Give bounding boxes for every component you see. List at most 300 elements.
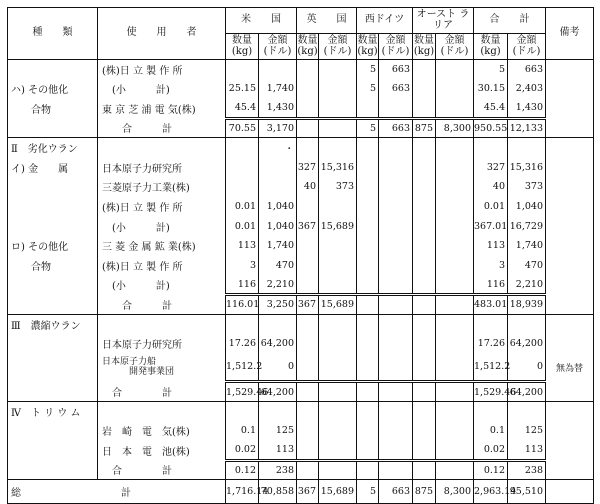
category-cell: Ⅱ 劣化ウラン bbox=[8, 138, 98, 158]
user-cell: 合 計 bbox=[98, 118, 226, 138]
value-cell-uk-a bbox=[319, 118, 357, 138]
value-cell-t-a: 470 bbox=[508, 255, 546, 275]
grand-total-au-q: 875 bbox=[413, 480, 436, 504]
value-cell-t-q: 0.1 bbox=[474, 421, 508, 441]
remark-cell bbox=[546, 236, 594, 256]
value-cell-au-q bbox=[413, 99, 436, 119]
value-cell-wg-q bbox=[357, 401, 379, 421]
value-cell-t-q: 0.12 bbox=[474, 460, 508, 480]
value-cell-us-a bbox=[259, 401, 297, 421]
header-amount-us: 金額 (ドル) bbox=[259, 34, 297, 60]
value-cell-au-a bbox=[436, 382, 474, 402]
category-cell bbox=[8, 295, 98, 315]
value-cell-t-q: 3 bbox=[474, 255, 508, 275]
value-cell-uk-q bbox=[297, 314, 319, 334]
category-cell bbox=[8, 353, 98, 381]
header-amount-uk: 金額 (ドル) bbox=[319, 34, 357, 60]
value-cell-t-q: 327 bbox=[474, 157, 508, 177]
value-cell-wg-q bbox=[357, 334, 379, 354]
user-cell: (株)日 立 製 作 所 bbox=[98, 60, 226, 80]
user-cell: 合 計 bbox=[98, 382, 226, 402]
value-cell-us-q: 0.01 bbox=[226, 216, 259, 236]
category-cell bbox=[8, 421, 98, 441]
value-cell-uk-a bbox=[319, 421, 357, 441]
value-cell-t-a: 12,133 bbox=[508, 118, 546, 138]
value-cell-au-a bbox=[436, 441, 474, 461]
value-cell-t-q: 950.55 bbox=[474, 118, 508, 138]
table-row bbox=[8, 421, 594, 441]
value-cell-t-a: 373 bbox=[508, 177, 546, 197]
value-cell-us-q: 1,512.2 bbox=[226, 353, 259, 381]
value-cell-uk-q bbox=[297, 460, 319, 480]
table-row bbox=[8, 401, 594, 421]
header-amount-wg: 金額 (ドル) bbox=[379, 34, 413, 60]
category-cell: ロ) その他化 bbox=[8, 236, 98, 256]
value-cell-t-q: 40 bbox=[474, 177, 508, 197]
table-row bbox=[8, 99, 594, 119]
value-cell-us-q: 113 bbox=[226, 236, 259, 256]
value-cell-wg-a bbox=[379, 460, 413, 480]
value-cell-us-q bbox=[226, 401, 259, 421]
table-row bbox=[8, 275, 594, 295]
remark-cell bbox=[546, 99, 594, 119]
grand-total-t-a: 95,510 bbox=[508, 480, 546, 504]
value-cell-uk-a bbox=[319, 138, 357, 158]
table-row bbox=[8, 197, 594, 217]
value-cell-us-q: 0.1 bbox=[226, 421, 259, 441]
value-cell-au-q bbox=[413, 197, 436, 217]
value-cell-uk-q bbox=[297, 353, 319, 381]
category-cell bbox=[8, 275, 98, 295]
remark-cell bbox=[546, 441, 594, 461]
value-cell-t-q bbox=[474, 314, 508, 334]
value-cell-au-q bbox=[413, 216, 436, 236]
value-cell-au-a bbox=[436, 334, 474, 354]
value-cell-uk-q bbox=[297, 421, 319, 441]
value-cell-wg-a bbox=[379, 236, 413, 256]
value-cell-t-q: 483.01 bbox=[474, 295, 508, 315]
value-cell-us-a: 1,740 bbox=[259, 236, 297, 256]
remark-cell bbox=[546, 216, 594, 236]
value-cell-us-q bbox=[226, 177, 259, 197]
value-cell-au-q bbox=[413, 236, 436, 256]
value-cell-au-q bbox=[413, 295, 436, 315]
table-row bbox=[8, 177, 594, 197]
value-cell-us-a: 3,170 bbox=[259, 118, 297, 138]
value-cell-wg-a bbox=[379, 197, 413, 217]
value-cell-wg-a bbox=[379, 334, 413, 354]
user-cell: 三菱原子力工業(株) bbox=[98, 177, 226, 197]
value-cell-au-a bbox=[436, 157, 474, 177]
value-cell-wg-q bbox=[357, 216, 379, 236]
remark-cell bbox=[546, 421, 594, 441]
value-cell-uk-a bbox=[319, 79, 357, 99]
value-cell-t-a: 125 bbox=[508, 421, 546, 441]
value-cell-t-q: 113 bbox=[474, 236, 508, 256]
table-row bbox=[8, 441, 594, 461]
remark-cell bbox=[546, 334, 594, 354]
user-cell: 日本原子力船 開発事業団 bbox=[98, 353, 226, 381]
user-cell: (株)日 立 製 作 所 bbox=[98, 197, 226, 217]
value-cell-au-a bbox=[436, 255, 474, 275]
value-cell-au-q bbox=[413, 275, 436, 295]
table-row bbox=[8, 60, 594, 80]
table-row bbox=[8, 255, 594, 275]
value-cell-wg-q bbox=[357, 460, 379, 480]
value-cell-t-a: 1,040 bbox=[508, 197, 546, 217]
value-cell-t-a: 15,316 bbox=[508, 157, 546, 177]
value-cell-t-a: 64,200 bbox=[508, 382, 546, 402]
category-cell: 合物 bbox=[8, 99, 98, 119]
category-cell bbox=[8, 118, 98, 138]
value-cell-wg-q bbox=[357, 255, 379, 275]
value-cell-uk-q bbox=[297, 236, 319, 256]
remark-cell bbox=[546, 60, 594, 80]
value-cell-wg-q bbox=[357, 99, 379, 119]
value-cell-t-a: 18,939 bbox=[508, 295, 546, 315]
value-cell-uk-q: 367 bbox=[297, 216, 319, 236]
table-row bbox=[8, 118, 594, 138]
remark-cell bbox=[546, 138, 594, 158]
value-cell-t-a: 238 bbox=[508, 460, 546, 480]
value-cell-us-a: ・ bbox=[259, 138, 297, 158]
value-cell-wg-a: 663 bbox=[379, 60, 413, 80]
header-qty-uk: 数量 (kg) bbox=[297, 34, 319, 60]
header-remarks: 備考 bbox=[546, 8, 594, 60]
grand-total-remark bbox=[546, 480, 594, 504]
remark-cell bbox=[546, 401, 594, 421]
value-cell-us-a: 238 bbox=[259, 460, 297, 480]
grand-total-wg-a: 663 bbox=[379, 480, 413, 504]
value-cell-wg-a bbox=[379, 216, 413, 236]
value-cell-wg-q bbox=[357, 275, 379, 295]
value-cell-wg-a bbox=[379, 157, 413, 177]
value-cell-wg-q bbox=[357, 157, 379, 177]
value-cell-us-q bbox=[226, 157, 259, 177]
value-cell-wg-q bbox=[357, 353, 379, 381]
category-cell bbox=[8, 197, 98, 217]
table-header bbox=[8, 8, 594, 60]
value-cell-au-q bbox=[413, 138, 436, 158]
value-cell-au-q bbox=[413, 441, 436, 461]
value-cell-uk-q bbox=[297, 99, 319, 119]
table-row bbox=[8, 236, 594, 256]
value-cell-t-q: 0.02 bbox=[474, 441, 508, 461]
value-cell-t-q: 1,512.2 bbox=[474, 353, 508, 381]
value-cell-au-a: 8,300 bbox=[436, 118, 474, 138]
header-amount-total: 金額 (ドル) bbox=[508, 34, 546, 60]
value-cell-t-q: 17.26 bbox=[474, 334, 508, 354]
value-cell-wg-a bbox=[379, 421, 413, 441]
value-cell-t-q: 30.15 bbox=[474, 79, 508, 99]
value-cell-uk-q: 327 bbox=[297, 157, 319, 177]
value-cell-au-q bbox=[413, 255, 436, 275]
value-cell-us-q: 0.02 bbox=[226, 441, 259, 461]
value-cell-t-q: 116 bbox=[474, 275, 508, 295]
value-cell-wg-q bbox=[357, 236, 379, 256]
value-cell-au-q bbox=[413, 60, 436, 80]
value-cell-us-a: 64,200 bbox=[259, 382, 297, 402]
remark-cell bbox=[546, 460, 594, 480]
value-cell-wg-q: 5 bbox=[357, 118, 379, 138]
value-cell-au-q bbox=[413, 334, 436, 354]
user-cell: (小 計) bbox=[98, 79, 226, 99]
remark-cell bbox=[546, 314, 594, 334]
category-cell: ハ) その他化 bbox=[8, 79, 98, 99]
table-row bbox=[8, 216, 594, 236]
value-cell-t-q: 367.01 bbox=[474, 216, 508, 236]
value-cell-t-a: 2,210 bbox=[508, 275, 546, 295]
value-cell-wg-q: 5 bbox=[357, 79, 379, 99]
value-cell-uk-q bbox=[297, 197, 319, 217]
value-cell-uk-q: 40 bbox=[297, 177, 319, 197]
user-cell: 岩 崎 電 気(株) bbox=[98, 421, 226, 441]
remark-cell bbox=[546, 255, 594, 275]
value-cell-au-a bbox=[436, 421, 474, 441]
value-cell-au-q bbox=[413, 177, 436, 197]
grand-total-us-a: 70,858 bbox=[259, 480, 297, 504]
value-cell-us-q: 70.55 bbox=[226, 118, 259, 138]
value-cell-us-a: 0 bbox=[259, 353, 297, 381]
value-cell-uk-a: 15,689 bbox=[319, 295, 357, 315]
value-cell-us-a bbox=[259, 60, 297, 80]
value-cell-wg-a: 663 bbox=[379, 118, 413, 138]
value-cell-us-q: 25.15 bbox=[226, 79, 259, 99]
value-cell-au-a bbox=[436, 138, 474, 158]
category-cell bbox=[8, 441, 98, 461]
value-cell-uk-a bbox=[319, 382, 357, 402]
user-cell: 合 計 bbox=[98, 460, 226, 480]
table-row bbox=[8, 460, 594, 480]
user-cell: 三 菱 金 属 鉱 業(株) bbox=[98, 236, 226, 256]
value-cell-t-q: 45.4 bbox=[474, 99, 508, 119]
category-cell: イ) 金 属 bbox=[8, 157, 98, 177]
remark-cell bbox=[546, 118, 594, 138]
value-cell-au-q bbox=[413, 314, 436, 334]
header-qty-total: 数量 (kg) bbox=[474, 34, 508, 60]
value-cell-t-q: 1,529.46 bbox=[474, 382, 508, 402]
grand-total-label: 総 計 bbox=[8, 480, 226, 504]
value-cell-t-a: 113 bbox=[508, 441, 546, 461]
header-country-au: オースト ラリア bbox=[413, 8, 474, 34]
user-cell: (小 計) bbox=[98, 275, 226, 295]
table-row bbox=[8, 295, 594, 315]
value-cell-us-q: 17.26 bbox=[226, 334, 259, 354]
table-row bbox=[8, 334, 594, 354]
value-cell-us-a: 1,040 bbox=[259, 216, 297, 236]
value-cell-us-q: 0.01 bbox=[226, 197, 259, 217]
value-cell-au-q bbox=[413, 460, 436, 480]
grand-total-uk-a: 15,689 bbox=[319, 480, 357, 504]
value-cell-au-a bbox=[436, 177, 474, 197]
value-cell-us-a bbox=[259, 177, 297, 197]
category-cell bbox=[8, 60, 98, 80]
value-cell-wg-a bbox=[379, 177, 413, 197]
remark-cell bbox=[546, 275, 594, 295]
value-cell-uk-q bbox=[297, 79, 319, 99]
value-cell-au-q bbox=[413, 157, 436, 177]
header-country-us: 米 国 bbox=[226, 8, 297, 34]
remark-cell bbox=[546, 197, 594, 217]
value-cell-uk-a bbox=[319, 314, 357, 334]
header-qty-us: 数量 (kg) bbox=[226, 34, 259, 60]
value-cell-wg-q bbox=[357, 421, 379, 441]
category-cell bbox=[8, 460, 98, 480]
value-cell-uk-a bbox=[319, 334, 357, 354]
value-cell-uk-a bbox=[319, 441, 357, 461]
value-cell-uk-a bbox=[319, 99, 357, 119]
value-cell-us-a: 1,040 bbox=[259, 197, 297, 217]
header-country-total: 合 計 bbox=[474, 8, 546, 34]
header-amount-au: 金額 (ドル) bbox=[436, 34, 474, 60]
value-cell-au-a bbox=[436, 295, 474, 315]
table-body bbox=[8, 60, 594, 504]
value-cell-t-a bbox=[508, 401, 546, 421]
value-cell-us-q bbox=[226, 314, 259, 334]
grand-total-row bbox=[8, 480, 594, 504]
value-cell-au-a bbox=[436, 60, 474, 80]
value-cell-au-a bbox=[436, 197, 474, 217]
value-cell-us-q: 1,529.46 bbox=[226, 382, 259, 402]
value-cell-au-q bbox=[413, 401, 436, 421]
remark-cell: 無為替 bbox=[546, 353, 594, 381]
value-cell-us-a: 113 bbox=[259, 441, 297, 461]
grand-total-t-q: 2,963.14 bbox=[474, 480, 508, 504]
value-cell-us-a: 1,430 bbox=[259, 99, 297, 119]
value-cell-au-a bbox=[436, 99, 474, 119]
value-cell-wg-a bbox=[379, 138, 413, 158]
value-cell-us-q: 45.4 bbox=[226, 99, 259, 119]
value-cell-t-q bbox=[474, 138, 508, 158]
value-cell-us-a: 2,210 bbox=[259, 275, 297, 295]
table-row bbox=[8, 382, 594, 402]
header-country-uk: 英 国 bbox=[297, 8, 357, 34]
value-cell-t-a: 0 bbox=[508, 353, 546, 381]
value-cell-wg-q bbox=[357, 382, 379, 402]
category-cell: Ⅳ ト リ ウ ム bbox=[8, 401, 98, 421]
value-cell-uk-q bbox=[297, 334, 319, 354]
value-cell-us-a: 64,200 bbox=[259, 334, 297, 354]
value-cell-wg-a: 663 bbox=[379, 79, 413, 99]
value-cell-wg-a bbox=[379, 401, 413, 421]
value-cell-uk-q: 367 bbox=[297, 295, 319, 315]
table-row bbox=[8, 314, 594, 334]
remark-cell bbox=[546, 157, 594, 177]
value-cell-wg-q bbox=[357, 197, 379, 217]
uranium-import-table bbox=[7, 7, 594, 504]
value-cell-uk-a bbox=[319, 197, 357, 217]
category-cell bbox=[8, 382, 98, 402]
header-user: 使 用 者 bbox=[98, 8, 226, 60]
header-country-wg: 西ドイツ bbox=[357, 8, 413, 34]
value-cell-uk-q bbox=[297, 255, 319, 275]
value-cell-t-a bbox=[508, 314, 546, 334]
value-cell-au-a bbox=[436, 460, 474, 480]
value-cell-au-q bbox=[413, 79, 436, 99]
value-cell-us-a: 1,740 bbox=[259, 79, 297, 99]
value-cell-uk-a bbox=[319, 255, 357, 275]
value-cell-us-q: 116 bbox=[226, 275, 259, 295]
value-cell-uk-a bbox=[319, 275, 357, 295]
value-cell-wg-a bbox=[379, 441, 413, 461]
value-cell-uk-q bbox=[297, 382, 319, 402]
value-cell-uk-q bbox=[297, 441, 319, 461]
user-cell bbox=[98, 314, 226, 334]
value-cell-uk-q bbox=[297, 138, 319, 158]
value-cell-au-a bbox=[436, 236, 474, 256]
category-cell: 合物 bbox=[8, 255, 98, 275]
value-cell-wg-q bbox=[357, 138, 379, 158]
value-cell-us-a: 470 bbox=[259, 255, 297, 275]
user-cell: (小 計) bbox=[98, 216, 226, 236]
value-cell-uk-a bbox=[319, 401, 357, 421]
value-cell-us-a: 3,250 bbox=[259, 295, 297, 315]
grand-total-au-a: 8,300 bbox=[436, 480, 474, 504]
value-cell-uk-a bbox=[319, 460, 357, 480]
grand-total-wg-q: 5 bbox=[357, 480, 379, 504]
header-qty-au: 数量 (kg) bbox=[413, 34, 436, 60]
value-cell-us-a bbox=[259, 314, 297, 334]
table-row bbox=[8, 353, 594, 381]
category-cell bbox=[8, 177, 98, 197]
value-cell-uk-a bbox=[319, 236, 357, 256]
value-cell-wg-a bbox=[379, 353, 413, 381]
table-row bbox=[8, 79, 594, 99]
value-cell-wg-a bbox=[379, 314, 413, 334]
value-cell-au-a bbox=[436, 79, 474, 99]
value-cell-au-a bbox=[436, 401, 474, 421]
value-cell-uk-q bbox=[297, 401, 319, 421]
remark-cell bbox=[546, 177, 594, 197]
user-cell bbox=[98, 401, 226, 421]
value-cell-wg-a bbox=[379, 99, 413, 119]
value-cell-au-q: 875 bbox=[413, 118, 436, 138]
value-cell-t-q: 0.01 bbox=[474, 197, 508, 217]
user-cell: 東 京 芝 浦 電 気(株) bbox=[98, 99, 226, 119]
user-cell: 合 計 bbox=[98, 295, 226, 315]
value-cell-t-a: 1,430 bbox=[508, 99, 546, 119]
header-qty-wg: 数量 (kg) bbox=[357, 34, 379, 60]
value-cell-us-q bbox=[226, 138, 259, 158]
value-cell-wg-q bbox=[357, 314, 379, 334]
value-cell-au-q bbox=[413, 421, 436, 441]
table-row bbox=[8, 157, 594, 177]
remark-cell bbox=[546, 382, 594, 402]
remark-cell bbox=[546, 79, 594, 99]
category-cell bbox=[8, 334, 98, 354]
value-cell-uk-q bbox=[297, 118, 319, 138]
value-cell-au-q bbox=[413, 382, 436, 402]
value-cell-t-q: 5 bbox=[474, 60, 508, 80]
value-cell-us-q: 0.12 bbox=[226, 460, 259, 480]
value-cell-wg-a bbox=[379, 275, 413, 295]
value-cell-us-q: 116.01 bbox=[226, 295, 259, 315]
value-cell-wg-a bbox=[379, 255, 413, 275]
value-cell-t-a: 1,740 bbox=[508, 236, 546, 256]
value-cell-us-q: 3 bbox=[226, 255, 259, 275]
value-cell-au-q bbox=[413, 353, 436, 381]
value-cell-uk-a: 15,689 bbox=[319, 216, 357, 236]
user-cell bbox=[98, 138, 226, 158]
user-cell: (株)日 立 製 作 所 bbox=[98, 255, 226, 275]
header-category: 種 類 bbox=[8, 8, 98, 60]
value-cell-t-a: 2,403 bbox=[508, 79, 546, 99]
grand-total-uk-q: 367 bbox=[297, 480, 319, 504]
user-cell: 日 本 電 池(株) bbox=[98, 441, 226, 461]
user-cell: 日本原子力研究所 bbox=[98, 157, 226, 177]
value-cell-au-a bbox=[436, 216, 474, 236]
table-row bbox=[8, 138, 594, 158]
